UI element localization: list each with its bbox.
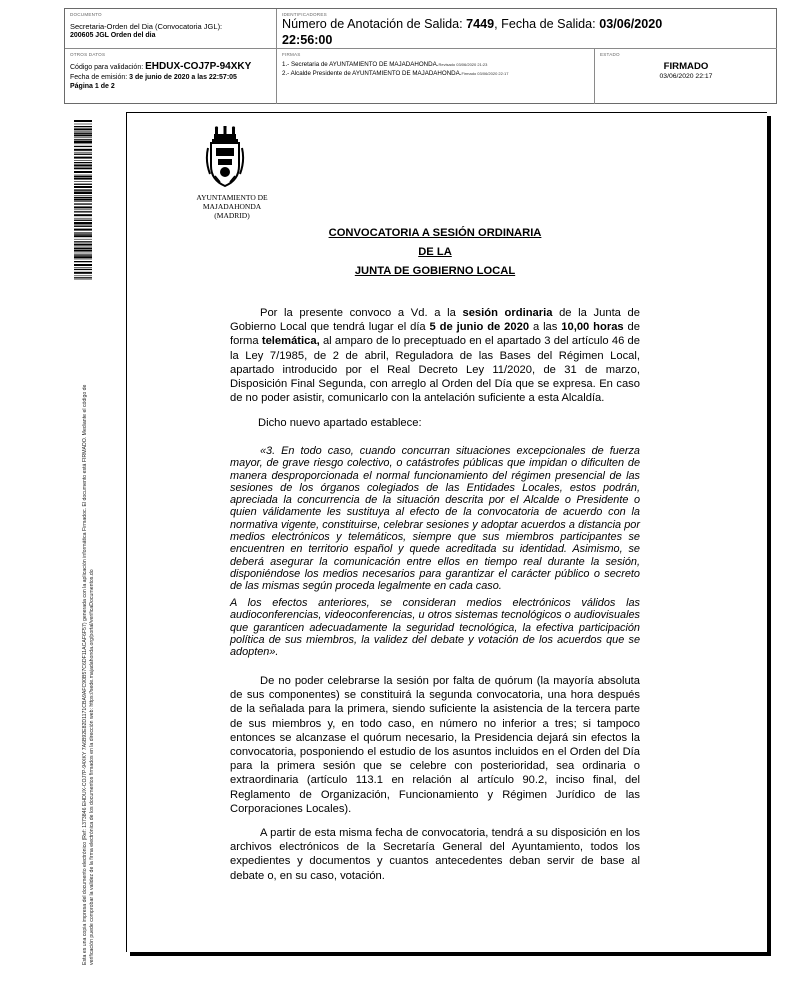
signature-header	[64, 8, 777, 104]
document-cell	[65, 9, 277, 49]
validation-code-label: Código para validación:	[70, 64, 146, 71]
validation-code: EHDUX-COJ7P-94XKY	[145, 61, 252, 72]
paragraph-availability: A partir de esta misma fecha de convocatoria, tendrá a su disposición en los archivos electrónicos de la Secretaría General del Ayuntamiento, todos los expedientes y documentos y cuantos antecedentes deban servir de base al debate o, en su caso, votación.	[230, 827, 640, 882]
letterhead-line-3: (MADRID)	[214, 211, 250, 221]
registry-date: 03/06/2020 22:56:00	[282, 17, 663, 47]
coat-of-arms-icon	[204, 126, 246, 192]
quote-paragraph-1: «3. En todo caso, cuando concurran situaciones excepcionales de fuerza mayor, de grave riesgo colectivo, o catástrofes públicas que impidan o dificulten de manera desproporcionada el normal funcionamiento del régimen presencial de las sesiones de los órganos colegiados de las Entidades Locales, estos podrán, apreciada la concurrencia de la situación descrita por el Alcalde o Presidente o quien válidamente les sustituya al efecto de la convocatoria de acuerdo con la normativa vigente, constituirse, celebrar sesiones y adoptar acuerdos a distancia por medios electrónicos y telemáticos, siempre que sus miembros participantes se encuentren en territorio español y quede acreditada su identidad. Asimismo, se deberá asegurar la comunicación entre ellos en tiempo real durante la sesión, disponiéndose los medios necesarios para garantizar el carácter público o secreto de las mismas según proceda legalmente en cada caso.	[230, 445, 640, 593]
emission-line	[70, 74, 237, 81]
page-counter: Página 1 de 2	[70, 83, 115, 90]
p1-session-date: 5 de junio de 2020	[429, 321, 530, 334]
paragraph-convocation	[230, 306, 640, 405]
validation-code-line	[70, 61, 251, 72]
status-badge: FIRMADO	[663, 61, 709, 72]
emission-label: Fecha de emisión:	[70, 74, 130, 81]
signature-1-name: 1.- Secretaria de AYUNTAMIENTO DE MAJADAHONDA.	[282, 61, 439, 68]
p1-text-c: de la Junta de Gobierno Local que tendrá lugar el día	[230, 307, 640, 334]
p1-session-time: 10,00 horas	[561, 321, 624, 334]
document-name: 200605 JGL Orden del dia	[70, 32, 156, 39]
p1-text-g: de forma	[230, 321, 640, 348]
signature-1	[282, 61, 487, 68]
paragraph-intro-quote: Dicho nuevo apartado establece:	[258, 417, 422, 429]
signatures-label: FIRMAS	[282, 52, 301, 57]
document-type: Secretaria-Orden del Dia (Convocatoria JGL):	[70, 22, 223, 31]
p1-session-type: sesión ordinaria	[462, 307, 553, 319]
identifiers-cell	[277, 9, 777, 49]
other-data-label: OTROS DATOS	[70, 52, 106, 57]
document-label: DOCUMENTO	[70, 12, 102, 17]
letterhead	[188, 193, 276, 221]
letterhead-line-2: MAJADAHONDA	[202, 202, 262, 212]
quote-paragraph-2: A los efectos anteriores, se consideran medios electrónicos válidos las audioconferencias, videoconferencias, u otros sistemas tecnológicos o audiovisuales que garanticen adecuadamente la seguridad tecnológica, la efectiva participación política de sus miembros, la validez del debate y votación de los acuerdos que se adopten».	[230, 597, 640, 659]
vertical-text-line-1: Esta es una copia impresa del documento electrónico (Ref: 1373846 EHDUX-COJ7P-94XKY 7A6B92E82D1171CBA9AFC90B57C6DF11ACAF6F57) generada con la aplicación informática Firmadoc. El documento está FIRMADO. Mediante el código de	[82, 384, 88, 965]
title-line-3: JUNTA DE GOBIERNO LOCAL	[354, 265, 516, 277]
registry-prefix: Número de Anotación de Salida:	[282, 17, 467, 31]
other-data-cell	[65, 49, 277, 104]
status-date: 03/06/2020 22:17	[659, 73, 713, 80]
title-line-2: DE LA	[418, 246, 452, 258]
emission-date: 3 de junio de 2020 a las 22:57:05	[129, 74, 237, 81]
signature-2-status: Firmado 03/06/2020 22:17	[461, 71, 509, 76]
barcode	[74, 120, 92, 280]
letterhead-line-1: AYUNTAMIENTO DE	[196, 193, 268, 202]
signature-1-status: Revisado 03/06/2020 21:23	[438, 62, 488, 67]
status-cell	[595, 49, 777, 104]
registry-line	[282, 17, 692, 48]
status-label: ESTADO	[600, 52, 620, 57]
signature-2-name: 2.- Alcalde Presidente de AYUNTAMIENTO DE MAJADAHONDA.	[282, 70, 462, 77]
paragraph-quorum: De no poder celebrarse la sesión por falta de quórum (la mayoría absoluta de sus componentes) se constituirá la segunda convocatoria, una hora después de la señalada para la primera, siendo suficiente la asistencia de la tercera parte de sus miembros y, en todo caso, en número no inferior a tres; si tampoco entonces se alcanzase el quórum necesario, la Presidencia dejará sin efectos la convocatoria, posponiendo el estudio de los asuntos incluidos en el Orden del Día para la primera sesión que se celebre con posterioridad, sea ordinaria o extraordinaria (artículo 113.1 en relación al artículo 90.2, inciso final, del Reglamento de Organización, Funcionamiento y Régimen Jurídico de las Corporaciones Locales).	[230, 675, 640, 815]
p1-session-mode: telemática,	[261, 335, 320, 348]
identifiers-label: IDENTIFICADORES	[282, 12, 327, 17]
vertical-text-line-2: verificación puede comprobar la validez de la firma electrónica de los documentos firmados en la dirección web: https://sede.majadahonda.org/portal/verificaDocumentos.do	[88, 569, 95, 965]
registry-number: 7449	[466, 17, 495, 31]
vertical-validation-text	[82, 305, 95, 965]
registry-middle: , Fecha de Salida:	[494, 17, 600, 31]
p1-text-i: al amparo de lo preceptuado en el apartado 3 del artículo 46 de la Ley 7/1985, de 2 de abril, Reguladora de las Bases del Régimen Local, apartado introducido por el Real Decreto Ley 11/2020, de 31 de marzo, Disposición Final Segunda, con arreglo al Orden del Día que se expresa. En caso de no poder asistir, comunicarlo con la antelación suficiente a esta Alcaldía.	[230, 335, 640, 405]
title-line-1: CONVOCATORIA A SESIÓN ORDINARIA	[328, 227, 542, 239]
signature-2	[282, 70, 508, 77]
p1-text-a: Por la presente convoco a Vd. a la	[260, 307, 463, 319]
signatures-cell	[277, 49, 595, 104]
p1-text-e: a las	[529, 321, 562, 334]
